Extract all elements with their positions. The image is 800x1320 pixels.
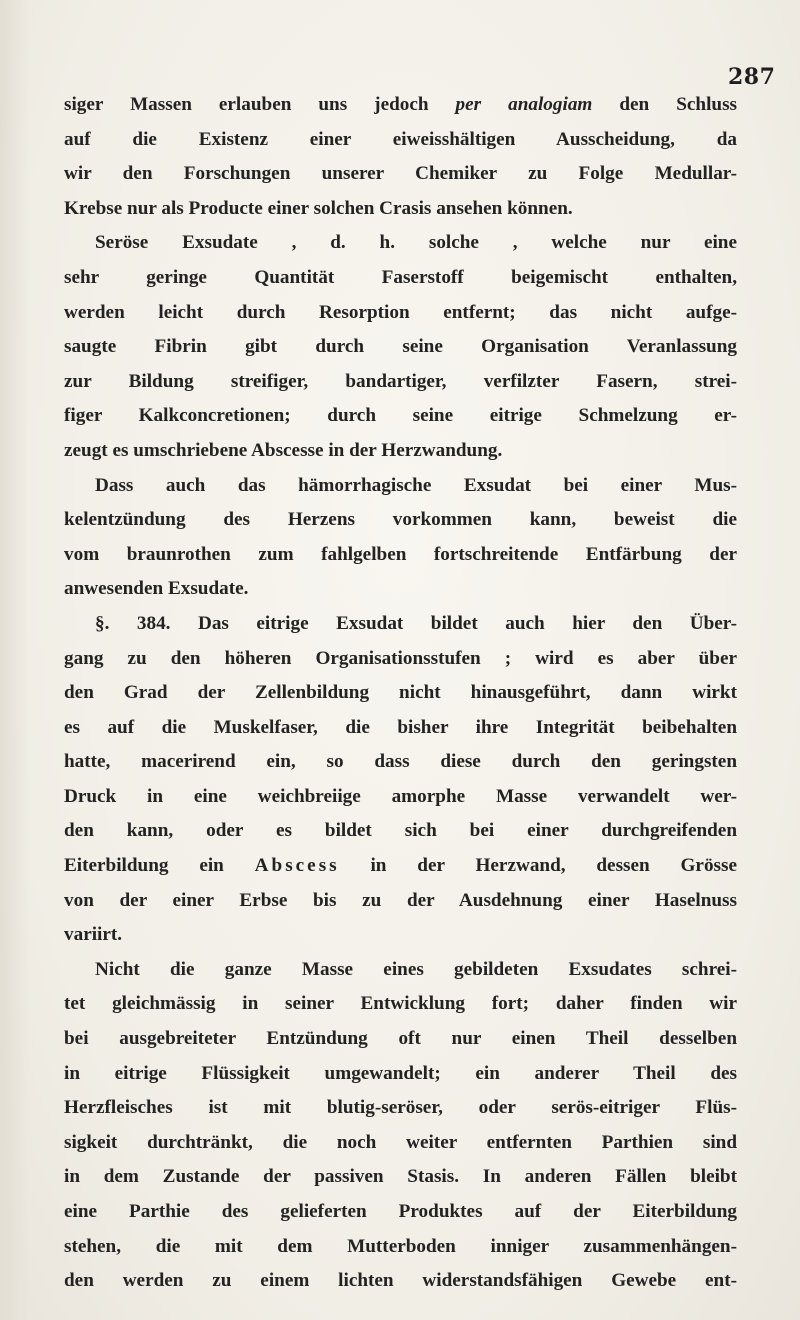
text-line-content: werden leicht durch Resorption entfernt; das nicht aufge- (64, 301, 737, 323)
text-line-content: figer Kalkconcretionen; durch seine eitrige Schmelzung er- (64, 405, 737, 427)
text-line-content: kelentzündung des Herzens vorkommen kann, beweist die (64, 509, 737, 531)
text-line (64, 1126, 737, 1161)
text-line (64, 814, 737, 849)
text-line-content: in dem Zustande der passiven Stasis. In anderen Fällen bleibt (64, 1166, 737, 1188)
text-line-continuation: in der Herzwand, dessen Grösse (339, 855, 737, 877)
text-line-content: zur Bildung streifiger, bandartiger, verfilzter Fasern, strei- (64, 370, 737, 392)
italic-phrase: per analogiam (455, 94, 593, 115)
text-line (64, 642, 737, 677)
text-line (64, 676, 737, 711)
text-line (64, 399, 737, 434)
text-line-content: bei ausgebreiteter Entzündung oft nur einen Theil desselben (64, 1028, 737, 1050)
text-line-content: siger Massen erlauben uns jedoch (64, 94, 456, 115)
text-line (64, 607, 737, 642)
text-line (64, 1195, 737, 1230)
text-line (64, 953, 737, 988)
text-line (64, 1230, 737, 1265)
text-line-content: zeugt es umschriebene Abscesse in der Herzwandung. (64, 439, 503, 461)
text-line (64, 884, 737, 919)
body-text (64, 88, 737, 1299)
text-line-content: variirt. (64, 924, 123, 946)
text-line-content: sigkeit durchtränkt, die noch weiter entfernten Parthien sind (64, 1131, 737, 1153)
text-line (64, 365, 737, 400)
text-line-content: Druck in eine weichbreiige amorphe Masse verwandelt wer- (64, 785, 737, 807)
text-line (64, 1160, 737, 1195)
text-line-content: stehen, die mit dem Mutterboden inniger zusammenhängen- (64, 1235, 737, 1257)
text-line (64, 469, 737, 504)
text-line-content: gang zu den höheren Organisationsstufen ; wird es aber über (64, 647, 737, 669)
text-line (64, 330, 737, 365)
text-line-content: vom braunrothen zum fahlgelben fortschreitende Entfärbung der (64, 543, 737, 565)
text-line (64, 192, 737, 227)
text-line (64, 711, 737, 746)
text-line (64, 226, 737, 261)
text-line-content: wir den Forschungen unserer Chemiker zu Folge Medullar- (64, 163, 737, 185)
text-line (64, 157, 737, 192)
text-line (64, 503, 737, 538)
text-line-content: anwesenden Exsudate. (64, 578, 249, 600)
text-line-content: saugte Fibrin gibt durch seine Organisation Veranlassung (64, 336, 737, 358)
text-line (64, 572, 737, 607)
text-line (64, 261, 737, 296)
text-line-content: Krebse nur als Producte einer solchen Crasis ansehen können. (64, 197, 573, 219)
text-line-continuation: den Schluss (592, 94, 738, 115)
text-line-content: §. 384. Das eitrige Exsudat bildet auch hier den Über- (95, 612, 737, 634)
text-line-content: tet gleichmässig in seiner Entwicklung fort; daher finden wir (64, 993, 737, 1015)
page-gutter-shadow (0, 0, 30, 1320)
page-number: 287 (728, 64, 776, 90)
text-line-content: Eiterbildung ein (64, 855, 255, 877)
text-line (64, 88, 737, 123)
text-line-content: eine Parthie des gelieferten Produktes auf der Eiterbildung (64, 1201, 737, 1222)
text-line (64, 1264, 737, 1299)
text-line-content: in eitrige Flüssigkeit umgewandelt; ein anderer Theil des (64, 1062, 737, 1084)
text-line (64, 918, 737, 953)
text-line-content: Seröse Exsudate , d. h. solche , welche nur eine (95, 232, 737, 254)
text-line (64, 1057, 737, 1092)
text-line (64, 745, 737, 780)
text-line-content: den werden zu einem lichten widerstandsfähigen Gewebe ent- (64, 1270, 737, 1292)
text-line (64, 780, 737, 815)
text-line (64, 1022, 737, 1057)
text-line (64, 849, 737, 884)
text-line (64, 123, 737, 158)
text-line-content: Herzfleisches ist mit blutig-seröser, oder serös-eitriger Flüs- (64, 1097, 737, 1119)
spaced-emphasis: Abscess (254, 855, 340, 877)
text-line-content: sehr geringe Quantität Faserstoff beigemischt enthalten, (64, 266, 737, 288)
text-line (64, 987, 737, 1022)
text-line-content: hatte, macerirend ein, so dass diese durch den geringsten (64, 751, 737, 773)
text-line (64, 296, 737, 331)
text-line (64, 434, 737, 469)
text-line-content: auf die Existenz einer eiweisshältigen Ausscheidung, da (64, 128, 737, 150)
text-line-content: Nicht die ganze Masse eines gebildeten Exsudates schrei- (95, 958, 737, 980)
text-line-content: von der einer Erbse bis zu der Ausdehnung einer Haselnuss (64, 889, 737, 911)
text-line-content: Dass auch das hämorrhagische Exsudat bei einer Mus- (95, 474, 737, 496)
text-line-content: es auf die Muskelfaser, die bisher ihre Integrität beibehalten (64, 716, 737, 738)
text-line-content: den kann, oder es bildet sich bei einer durchgreifenden (64, 820, 737, 842)
text-line (64, 1091, 737, 1126)
text-line (64, 538, 737, 573)
text-line-content: den Grad der Zellenbildung nicht hinausgeführt, dann wirkt (64, 682, 737, 704)
